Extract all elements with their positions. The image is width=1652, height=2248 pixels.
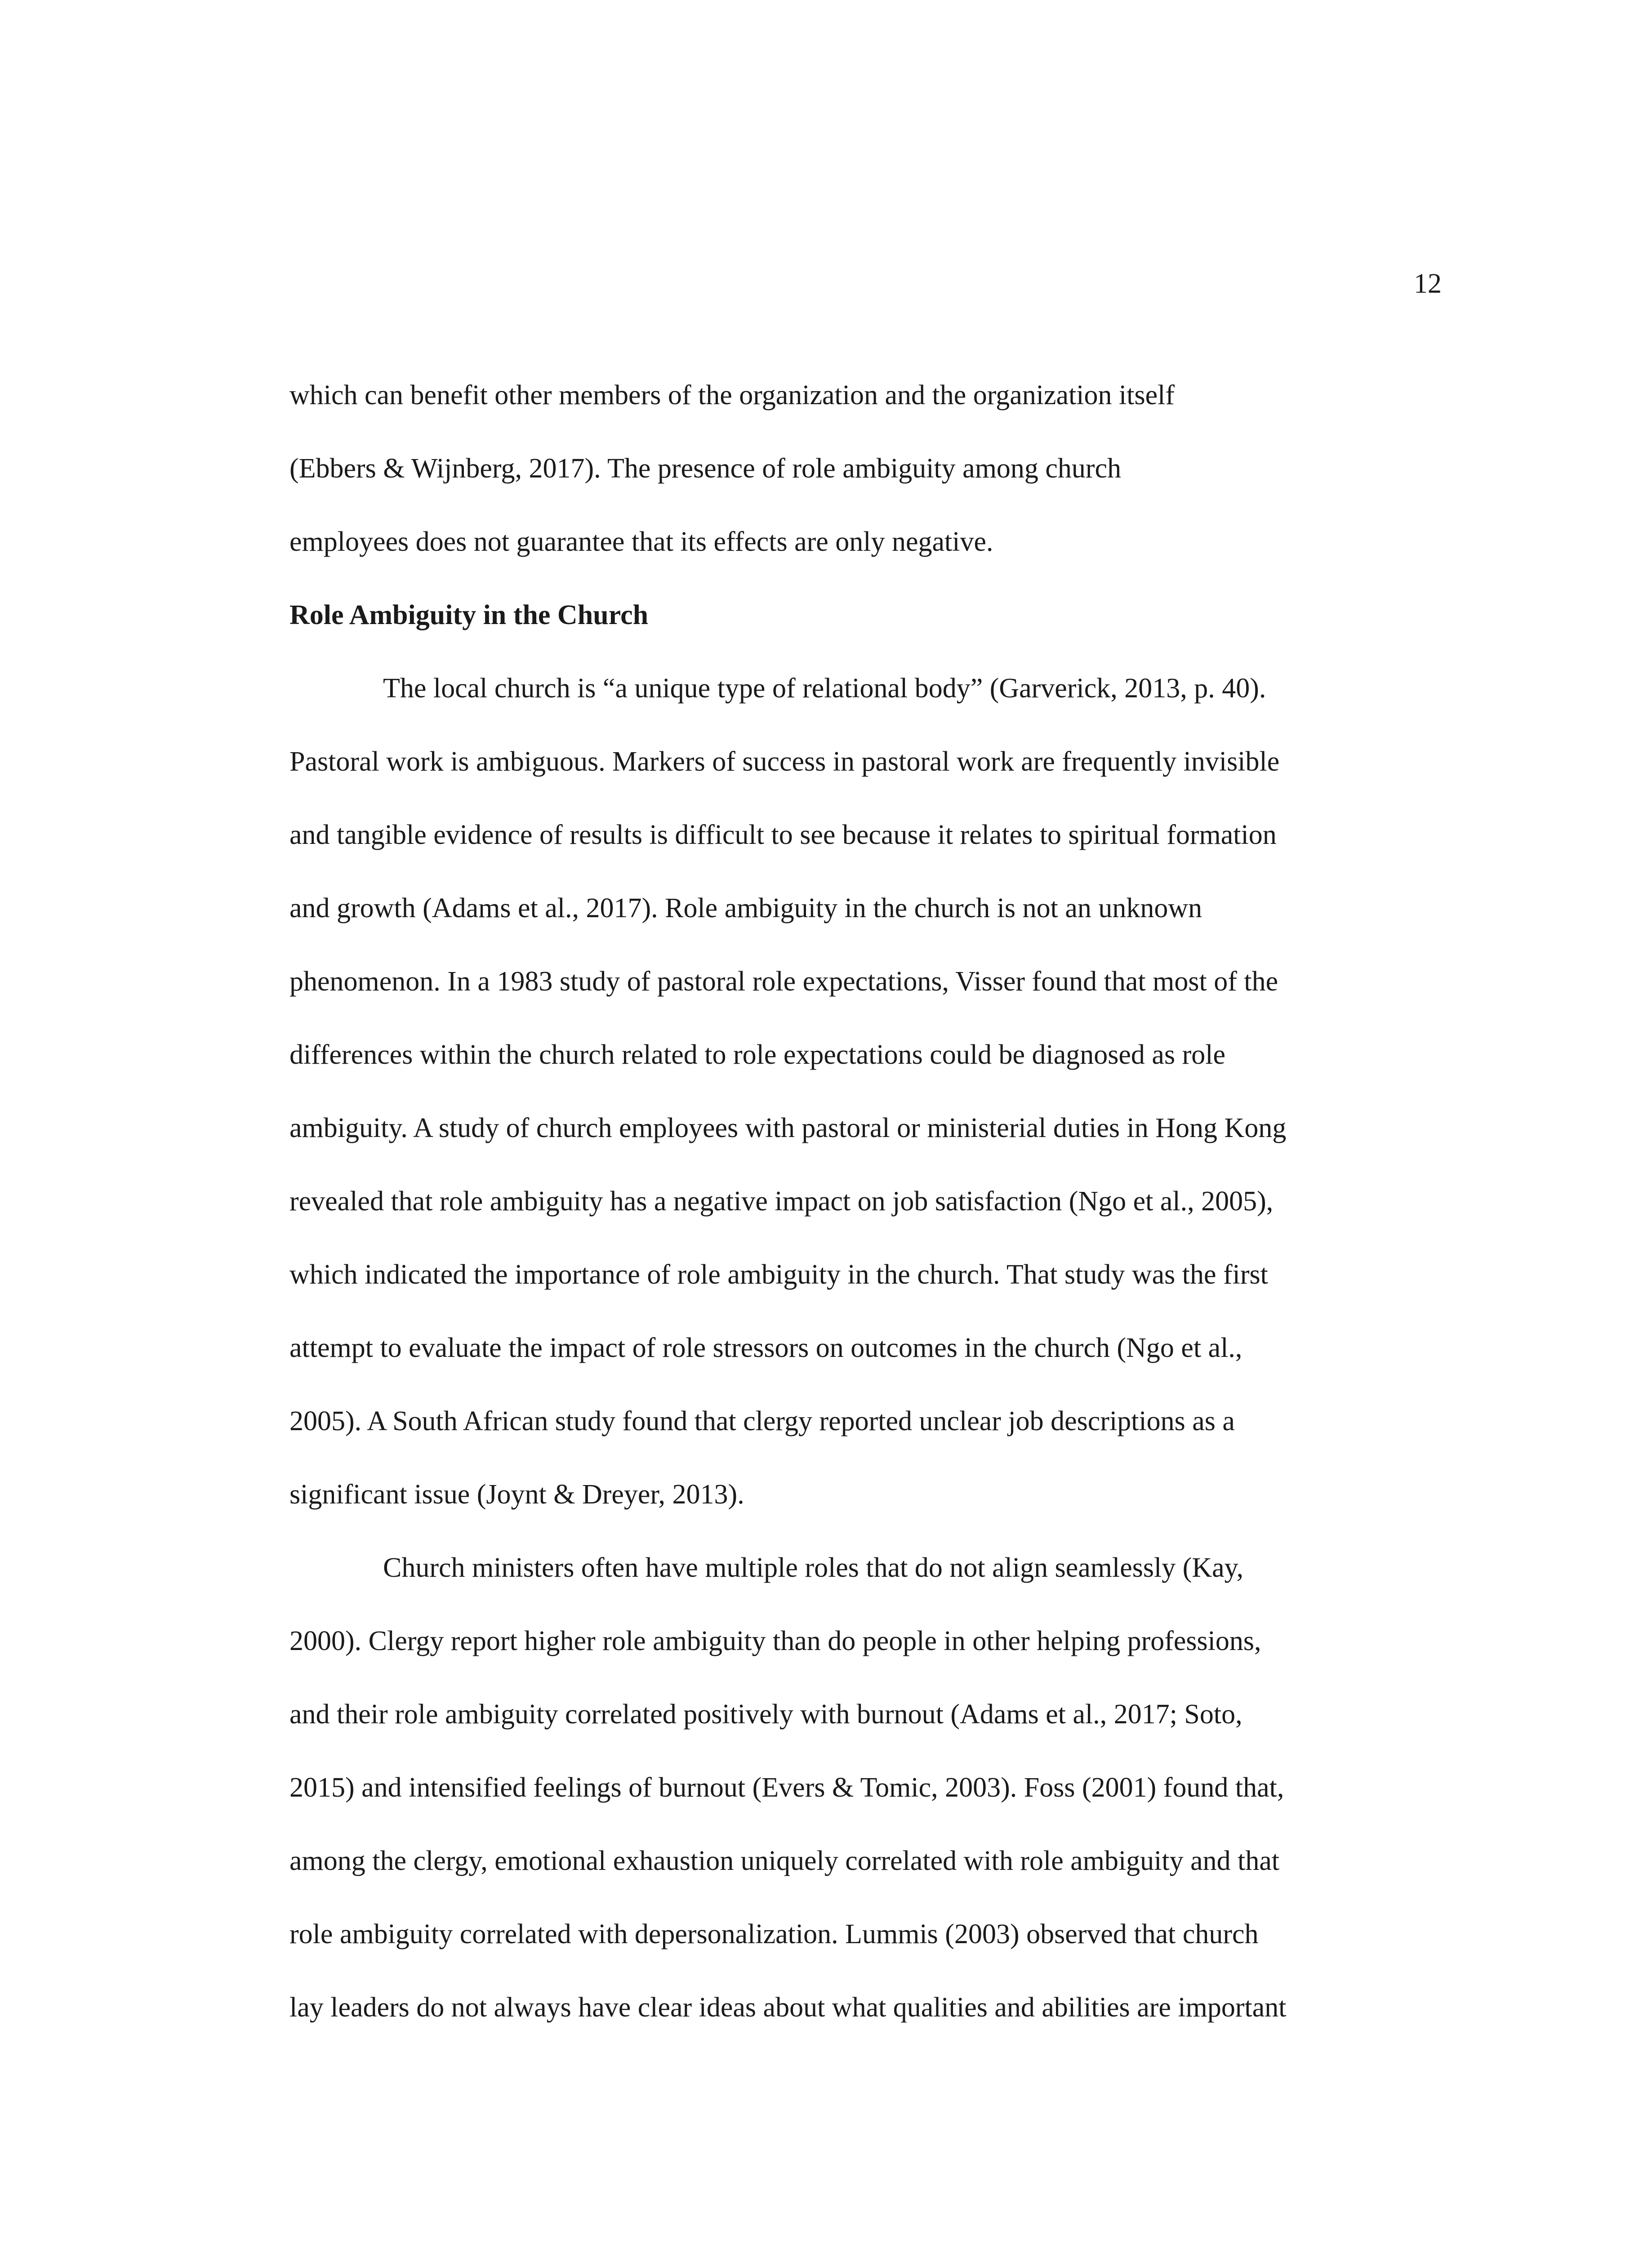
- text-line: and tangible evidence of results is difficult to see because it relates to spiritual formation: [289, 820, 1277, 850]
- text-line: lay leaders do not always have clear ideas about what qualities and abilities are important: [289, 1992, 1287, 2023]
- text-line: and growth (Adams et al., 2017). Role ambiguity in the church is not an unknown: [289, 893, 1202, 923]
- text-line: which can benefit other members of the organization and the organization itself: [289, 380, 1175, 410]
- text-line: (Ebbers & Wijnberg, 2017). The presence of role ambiguity among church: [289, 453, 1122, 484]
- text-line: which indicated the importance of role ambiguity in the church. That study was the first: [289, 1259, 1268, 1290]
- text-line: role ambiguity correlated with depersonalization. Lummis (2003) observed that church: [289, 1919, 1259, 1949]
- text-line: among the clergy, emotional exhaustion uniquely correlated with role ambiguity and that: [289, 1846, 1280, 1876]
- paragraph: [289, 1531, 1441, 2044]
- text-line: The local church is “a unique type of relational body” (Garverick, 2013, p. 40).: [383, 673, 1266, 704]
- paragraph: [289, 652, 1441, 1531]
- text-line: 2000). Clergy report higher role ambiguity than do people in other helping professions,: [289, 1626, 1261, 1656]
- text-line: Role Ambiguity in the Church: [289, 600, 649, 630]
- text-line: 2005). A South African study found that clergy reported unclear job descriptions as a: [289, 1406, 1235, 1436]
- paragraph: [289, 359, 1441, 579]
- text-line: attempt to evaluate the impact of role stressors on outcomes in the church (Ngo et al.,: [289, 1333, 1242, 1363]
- page-number: 12: [1414, 268, 1442, 299]
- text-line: differences within the church related to role expectations could be diagnosed as role: [289, 1039, 1225, 1070]
- text-line: significant issue (Joynt & Dreyer, 2013).: [289, 1479, 744, 1510]
- text-line: Pastoral work is ambiguous. Markers of success in pastoral work are frequently invisible: [289, 746, 1280, 777]
- text-line: and their role ambiguity correlated positively with burnout (Adams et al., 2017; Soto,: [289, 1699, 1242, 1730]
- text-line: 2015) and intensified feelings of burnout (Evers & Tomic, 2003). Foss (2001) found that,: [289, 1772, 1284, 1803]
- text-line: Church ministers often have multiple roles that do not align seamlessly (Kay,: [383, 1552, 1244, 1583]
- section-heading: [289, 579, 1441, 652]
- text-line: employees does not guarantee that its effects are only negative.: [289, 526, 993, 557]
- text-line: phenomenon. In a 1983 study of pastoral role expectations, Visser found that most of the: [289, 966, 1278, 997]
- body-text: [289, 359, 1441, 2044]
- text-line: revealed that role ambiguity has a negative impact on job satisfaction (Ngo et al., 2005),: [289, 1186, 1274, 1217]
- text-line: ambiguity. A study of church employees with pastoral or ministerial duties in Hong Kong: [289, 1113, 1287, 1143]
